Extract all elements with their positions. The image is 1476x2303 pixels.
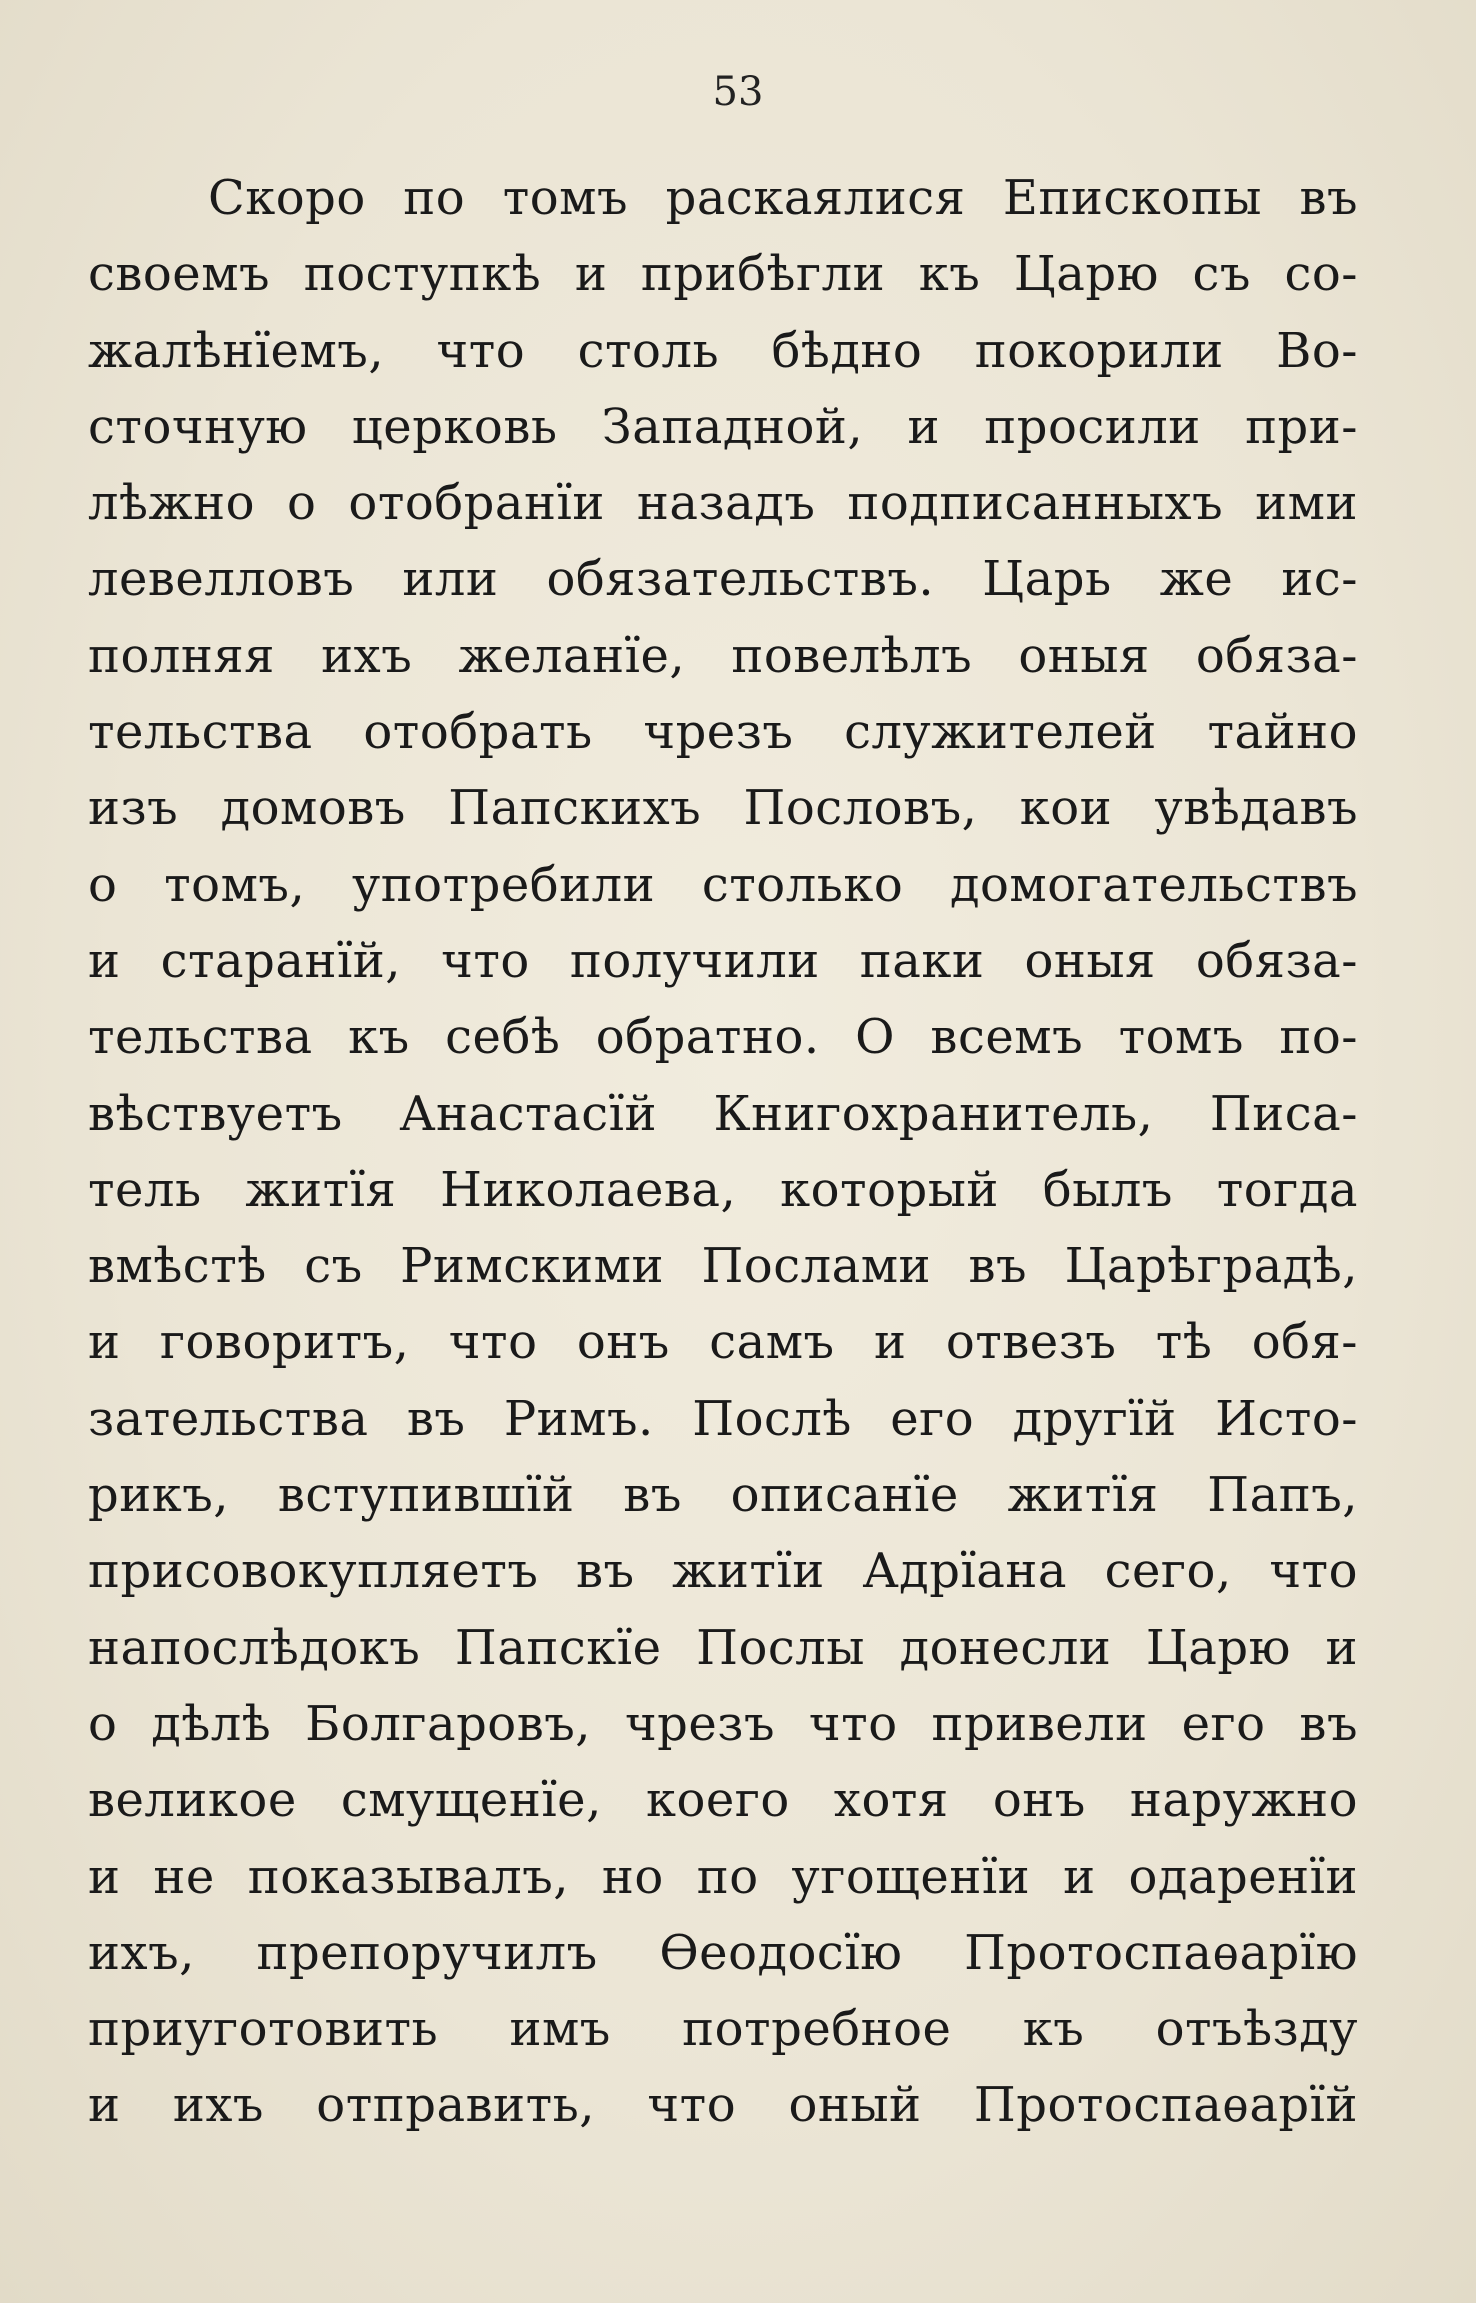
text-line: о томъ, употребили столько домогательствъ xyxy=(88,856,1358,913)
body-text xyxy=(88,160,1358,2144)
text-line: и ихъ отправить, что оный Протоспаѳарїй xyxy=(88,2077,1358,2134)
text-line: и говоритъ, что онъ самъ и отвезъ тѣ обя- xyxy=(88,1314,1358,1371)
page-number: 53 xyxy=(712,69,764,115)
text-line: ихъ, препоручилъ Ѳеодосїю Протоспаѳарїю xyxy=(88,1924,1358,1981)
text-line: зательства въ Римъ. Послѣ его другїй Исто- xyxy=(88,1390,1358,1447)
text-line: левелловъ или обязательствъ. Царь же ис- xyxy=(88,551,1358,608)
text-line: рикъ, вступившїй въ описанїе житїя Папъ, xyxy=(88,1467,1358,1524)
text-line: великое смущенїе, коего хотя онъ наружно xyxy=(88,1772,1358,1829)
text-line: и старанїй, что получили паки оныя обяза- xyxy=(88,932,1358,989)
text-line: лѣжно о отобранїи назадъ подписанныхъ ими xyxy=(88,475,1358,532)
text-line: полняя ихъ желанїе, повелѣлъ оныя обяза- xyxy=(88,627,1358,684)
text-line: сточную церковь Западной, и просили при- xyxy=(88,398,1358,455)
text-line: своемъ поступкѣ и прибѣгли къ Царю съ со- xyxy=(88,246,1358,303)
text-line: приуготовить имъ потребное къ отъѣзду xyxy=(88,2001,1358,2058)
text-line: изъ домовъ Папскихъ Пословъ, кои увѣдавъ xyxy=(88,780,1358,837)
text-line: вѣствуетъ Анастасїй Книгохранитель, Писа- xyxy=(88,1085,1358,1142)
text-line: напослѣдокъ Папскїе Послы донесли Царю и xyxy=(88,1619,1358,1676)
text-line: и не показывалъ, но по угощенїи и одаренїи xyxy=(88,1848,1358,1905)
text-line: Скоро по томъ раскаялися Епископы въ xyxy=(208,170,1358,226)
text-line: жалѣнїемъ, что столь бѣдно покорили Во- xyxy=(88,322,1358,379)
text-line: о дѣлѣ Болгаровъ, чрезъ что привели его въ xyxy=(88,1695,1358,1752)
text-line: тельства отобрать чрезъ служителей тайно xyxy=(88,704,1358,761)
text-line: вмѣстѣ съ Римскими Послами въ Царѣградѣ, xyxy=(88,1238,1358,1295)
text-line: тельства къ себѣ обратно. О всемъ томъ по- xyxy=(88,1009,1358,1066)
text-line: тель житїя Николаева, который былъ тогда xyxy=(88,1161,1358,1218)
text-line: присовокупляетъ въ житїи Адрїана сего, что xyxy=(88,1543,1358,1600)
